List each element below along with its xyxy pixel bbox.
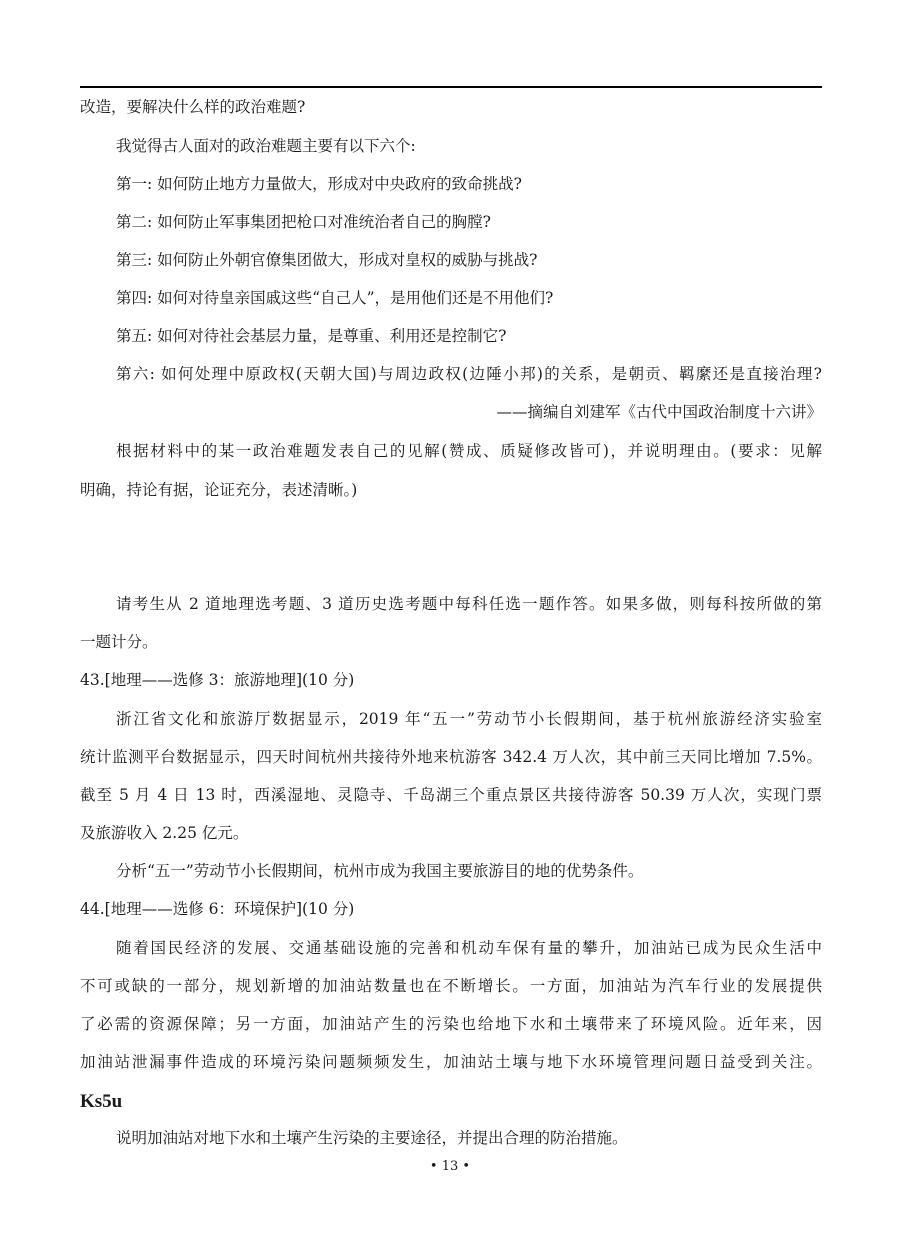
source-citation: ——摘编自刘建军《古代中国政治制度十六讲》: [496, 403, 822, 421]
paragraph-line: 随着国民经济的发展、交通基础设施的完善和机动车保有量的攀升，加油站已成为民众生活中: [116, 939, 822, 957]
instruction-text: 一题计分。: [80, 633, 158, 651]
paragraph-line: 了必需的资源保障；另一方面，加油站产生的污染也给地下水和土壤带来了环境风险。近年来，因: [80, 1015, 822, 1033]
paragraph-line: 统计监测平台数据显示，四天时间杭州共接待外地来杭游客 342.4 万人次，其中前三天同比增加 7.5%。: [80, 748, 822, 766]
question-44-heading: 44.[地理——选修 6：环境保护](10 分): [80, 900, 355, 918]
text-line: 第三: 如何防止外朝官僚集团做大，形成对皇权的威胁与挑战?: [116, 251, 538, 269]
text-line: 第五: 如何对待社会基层力量，是尊重、利用还是控制它?: [116, 327, 507, 345]
question-text: 明确，持论有据，论证充分，表述清晰。): [80, 481, 358, 499]
paragraph-line: 浙江省文化和旅游厅数据显示，2019 年“五一”劳动节小长假期间，基于杭州旅游经济实验室: [116, 710, 822, 728]
instruction-text: 请考生从 2 道地理选考题、3 道历史选考题中每科任选一题作答。如果多做，则每科按所做的第: [116, 595, 822, 613]
page-number: • 13 •: [429, 1159, 471, 1174]
text-line: 第二: 如何防止军事集团把枪口对准统治者自己的胸膛?: [116, 213, 491, 231]
header-rule: [80, 86, 822, 88]
question-text: 根据材料中的某一政治难题发表自己的见解(赞成、质疑修改皆可)，并说明理由。(要求：见解: [116, 442, 822, 460]
text-line: 改造，要解决什么样的政治难题?: [80, 98, 306, 116]
paragraph-line: 加油站泄漏事件造成的环境污染问题频频发生，加油站土壤与地下水环境管理问题日益受到关注。: [80, 1053, 822, 1071]
question-text: 分析“五一”劳动节小长假期间，杭州市成为我国主要旅游目的地的优势条件。: [116, 862, 644, 880]
paragraph-line: 截至 5 月 4 日 13 时，西溪湿地、灵隐寺、千岛湖三个重点景区共接待游客 50.39 万人次，实现门票: [80, 786, 822, 804]
text-line: 第六: 如何处理中原政权(天朝大国)与周边政权(边陲小邦)的关系，是朝贡、羁縻还是直接治理?: [116, 365, 822, 383]
question-43-heading: 43.[地理——选修 3：旅游地理](10 分): [80, 671, 355, 689]
text-line: 第四: 如何对待皇亲国戚这些“自己人”，是用他们还是不用他们?: [116, 289, 554, 307]
watermark-logo: Ks5u: [80, 1091, 123, 1112]
paragraph-line: 及旅游收入 2.25 亿元。: [80, 824, 249, 842]
text-line: 我觉得古人面对的政治难题主要有以下六个:: [116, 137, 416, 155]
text-line: 第一: 如何防止地方力量做大，形成对中央政府的致命挑战?: [116, 175, 522, 193]
question-text: 说明加油站对地下水和土壤产生污染的主要途径，并提出合理的防治措施。: [116, 1129, 628, 1147]
paragraph-line: 不可或缺的一部分，规划新增的加油站数量也在不断增长。一方面，加油站为汽车行业的发展提供: [80, 977, 822, 995]
